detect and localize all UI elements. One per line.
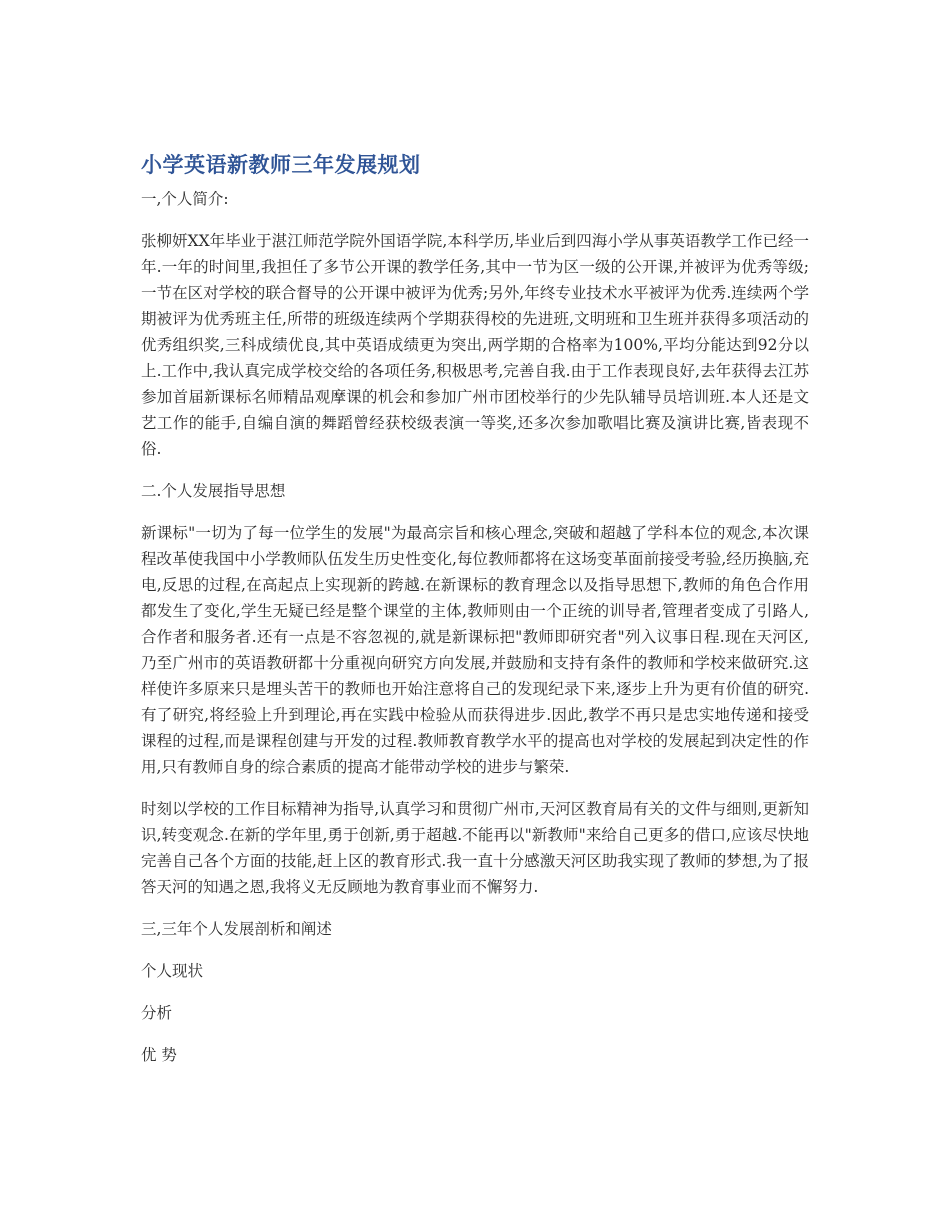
section-heading-intro: 一,个人简介: (141, 190, 229, 208)
paragraph-guiding-ideas-1: 新课标"一切为了每一位学生的发展"为最高宗旨和核心理念,突破和超越了学科本位的观念,本次课程改革使我国中小学教师队伍发生历史性变化,每位教师都将在这场变革面前接受考验,经历换脑,充电,反思的过程,在高起点上实现新的跨越.在新课标的教育理念以及指导思想下,教师的角色合作用都发生了变化,学生无疑已经是整个课堂的主体,教师则由一个正统的训导者,管理者变成了引路人,合作者和服务者.还有一点是不容忽视的,就是新课标把"教师即研究者"列入议事日程.现在天河区,乃至广州市的英语教研都十分重视向研究方向发展,并鼓励和支持有条件的教师和学校来做研究.这样使许多原来只是埋头苦干的教师也开始注意将自己的发现纪录下来,逐步上升为更有价值的研究.有了研究,将经验上升到理论,再在实践中检验从而获得进步.因此,教学不再只是忠实地传递和接受课程的过程,而是课程创建与开发的过程.教师教育教学水平的提高也对学校的发展起到决定性的作用,只有教师自身的综合素质的提高才能带动学校的进步与繁荣. (141, 524, 809, 776)
paragraph-guiding-ideas-2: 时刻以学校的工作目标精神为指导,认真学习和贯彻广州市,天河区教育局有关的文件与细则,更新知识,转变观念.在新的学年里,勇于创新,勇于超越.不能再以"新教师"来给自己更多的借口,应该尽快地完善自己各个方面的技能,赶上区的教育形式.我一直十分感激天河区助我实现了教师的梦想,为了报答天河的知遇之恩,我将义无反顾地为教育事业而不懈努力. (141, 800, 809, 896)
section-heading-guiding-ideas: 二.个人发展指导思想 (141, 482, 286, 500)
item-analysis: 分析 (141, 1004, 173, 1022)
item-strengths: 优 势 (141, 1046, 177, 1064)
document-title: 小学英语新教师三年发展规划 (141, 153, 421, 177)
paragraph-intro: 张柳妍XX年毕业于湛江师范学院外国语学院,本科学历,毕业后到四海小学从事英语教学工作已经一年.一年的时间里,我担任了多节公开课的教学任务,其中一节为区一级的公开课,并被评为优秀等级;一节在区对学校的联合督导的公开课中被评为优秀;另外,年终专业技术水平被评为优秀.连续两个学期被评为优秀班主任,所带的班级连续两个学期获得校的先进班,文明班和卫生班并获得多项活动的优秀组织奖,三科成绩优良,其中英语成绩更为突出,两学期的合格率为100%,平均分能达到92分以上.工作中,我认真完成学校交给的各项任务,积极思考,完善自我.由于工作表现良好,去年获得去江苏参加首届新课标名师精品观摩课的机会和参加广州市团校举行的少先队辅导员培训班.本人还是文艺工作的能手,自编自演的舞蹈曾经获校级表演一等奖,还多次参加歌唱比赛及演讲比赛,皆表现不俗. (141, 232, 809, 458)
section-heading-analysis: 三,三年个人发展剖析和阐述 (141, 920, 332, 938)
item-current-status: 个人现状 (141, 962, 204, 980)
document-page (141, 150, 809, 1084)
